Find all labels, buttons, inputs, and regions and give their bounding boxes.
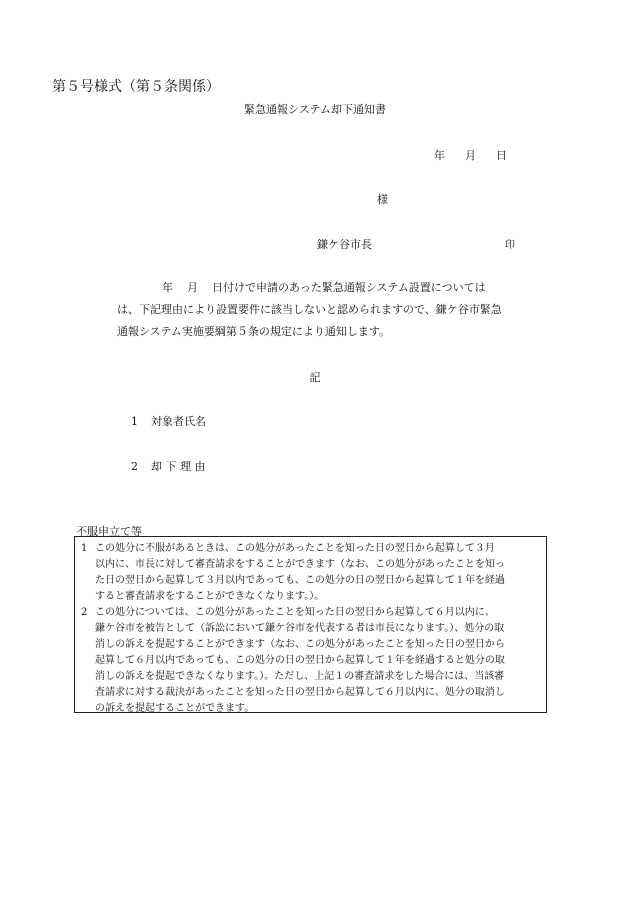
body-line-3: 通報システム実施要綱第５条の規定により通知します。 <box>117 325 391 338</box>
appeal-line: 鎌ケ谷市を被告として（訴訟において鎌ケ谷市を代表する者は市長になります。）、処分の取 <box>95 623 505 634</box>
appeal-item-number: 2 <box>81 607 88 618</box>
ki-heading: 記 <box>309 371 321 384</box>
item-label: 対象者氏名 <box>151 415 206 428</box>
item-target-name <box>131 413 206 429</box>
body-month: 月 <box>187 281 198 294</box>
seal-mark: 印 <box>505 240 515 251</box>
appeal-line: た日の翌日から起算して３月以内であっても、この処分の日の翌日から起算して１年を経過 <box>95 575 505 586</box>
appeal-heading: 不服申立て等 <box>76 525 142 538</box>
appeal-line: この処分に不服があるときは、この処分があったことを知った日の翌日から起算して３月 <box>95 543 495 554</box>
body-year: 年 <box>162 281 173 294</box>
item-label: 却 下 理 由 <box>151 460 206 473</box>
appeal-item-2 <box>81 605 538 713</box>
appeal-line: この処分については、この処分があったことを知った日の翌日から起算して６月以内に、 <box>95 607 495 618</box>
document-title: 緊急通報システム却下通知書 <box>244 103 386 116</box>
appeal-line: 起算して６月以内であっても、この処分の日の翌日から起算して１年を経過すると処分の取 <box>95 655 505 666</box>
appeal-line: 以内に、市長に対して審査請求をすることができます（なお、この処分があったことを知っ <box>95 559 505 570</box>
appeal-line: 査請求に対する裁決があったことを知った日の翌日から起算して６月以内に、処分の取消し <box>95 687 505 698</box>
body-line-2: は、下記理由により設置要件に該当しないと認められますので、鎌ケ谷市緊急 <box>117 303 502 316</box>
appeal-line: 消しの訴えを提起できなくなります。）。ただし、上記１の審査請求をした場合には、当該審 <box>95 671 505 682</box>
date-line <box>434 147 507 163</box>
appeal-line: すると審査請求をすることができなくなります。）。 <box>95 591 325 602</box>
appeal-line: 消しの訴えを提起することができます（なお、この処分があったことを知った日の翌日から <box>95 639 505 650</box>
item-number: 1 <box>131 415 138 428</box>
body-line-1 <box>117 277 527 299</box>
body-line-1-rest: 日付けで申請のあった緊急通報システム設置については <box>212 281 486 294</box>
date-day: 日 <box>496 149 507 162</box>
form-number: 第５号様式（第５条関係） <box>52 79 220 95</box>
addressee-suffix: 様 <box>377 193 388 206</box>
issuer-name: 鎌ケ谷市長 <box>317 238 372 251</box>
notice-body <box>117 277 527 343</box>
appeal-item-1 <box>81 541 538 605</box>
appeal-box <box>74 536 547 713</box>
item-number: 2 <box>131 460 138 473</box>
appeal-item-number: 1 <box>81 543 88 554</box>
date-month: 月 <box>465 149 476 162</box>
date-year: 年 <box>434 149 445 162</box>
appeal-line: の訴えを提起することができます。 <box>95 703 255 713</box>
item-rejection-reason <box>131 458 206 474</box>
